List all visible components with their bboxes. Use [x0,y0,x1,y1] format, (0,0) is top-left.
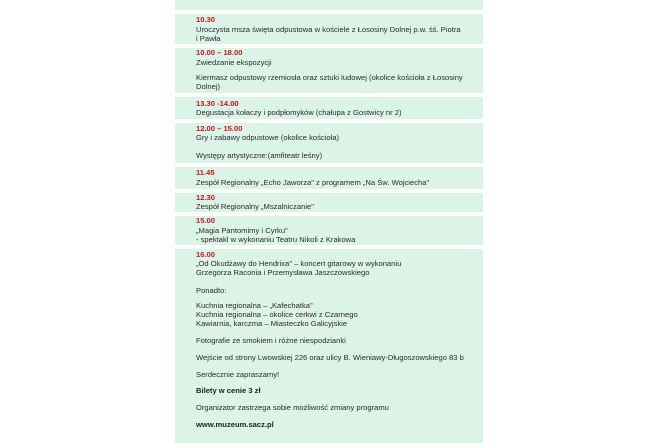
separator [175,163,483,167]
event-line: i Pawła [196,34,221,43]
event-line: Zespół Regionalny „Mszalniczanie" [196,202,314,211]
event-line: Uroczysta msza święta odpustowa w kościele z Łososiny Dolnej p.w. śś. Piotra [196,25,461,34]
event-line: Występy artystyczne:(amfiteatr leśny) [196,151,323,160]
tickets-price: Bilety w cenie 3 zł [196,386,261,395]
invite-text: Serdecznie zapraszamy! [196,370,280,379]
event-line: „Magia Pantomimy i Cyrku" [196,226,288,235]
photos-note: Fotografie ze smokiem i różne niespodzianki [196,336,346,345]
kitchen-item: Kuchnia regionalna – okolice cerkwi z Czarnego [196,310,358,319]
event-line: Zwiedzanie ekspozycji [196,58,272,67]
event-line: „Od Okudżawy do Hendrixa" – koncert gitarowy w wykonaniu [196,259,402,268]
event-time: 12.30 [196,193,216,202]
event-time: 15.00 [196,216,216,225]
event-line: Dolnej) [196,82,221,91]
disclaimer: Organizator zastrzega sobie możliwość zmiany programu [196,403,389,412]
event-line: Zespół Regionalny „Echo Jaworza" z programem „Na Św. Wojciecha" [196,178,430,187]
event-line: Kiermasz odpustowy rzemiosła oraz sztuki ludowej (okolice kościoła z Łososiny [196,73,463,82]
entrance-note: Wejście od strony Lwowskiej 226 oraz ulicy B. Wieniawy-Długoszowskiego 83 b [196,353,464,362]
event-time: 11.45 [196,168,215,177]
separator [175,10,483,14]
event-time: 10.00 – 18.00 [196,48,243,57]
event-line: Gry i zabawy odpustowe (okolice kościoła) [196,133,340,142]
event-line: Grzegorza Raconia i Przemysława Jaszczowskiego [196,268,370,277]
separator [175,93,483,97]
kitchen-item: Kuchnia regionalna – „Kafechatka" [196,301,313,310]
event-time: 16.00 [196,250,216,259]
website-link[interactable]: www.muzeum.sacz.pl [196,420,274,429]
separator [175,245,483,249]
event-time: 13.30 -14.00 [196,99,239,108]
kitchen-item: Kawiarnia, karczma – Miasteczko Galicyjskie [196,319,348,328]
event-line: - spektakl w wykonaniu Teatru Nikoli z Krakowa [196,235,356,244]
program-page [175,0,483,443]
event-line: Degustacja kołaczy i podpłomyków (chałupa z Gostwicy nr 2) [196,108,402,117]
event-time: 10.30 [196,15,216,24]
separator [175,119,483,123]
ponadto-label: Ponadto: [196,286,227,295]
event-time: 12.00 – 15.00 [196,124,243,133]
